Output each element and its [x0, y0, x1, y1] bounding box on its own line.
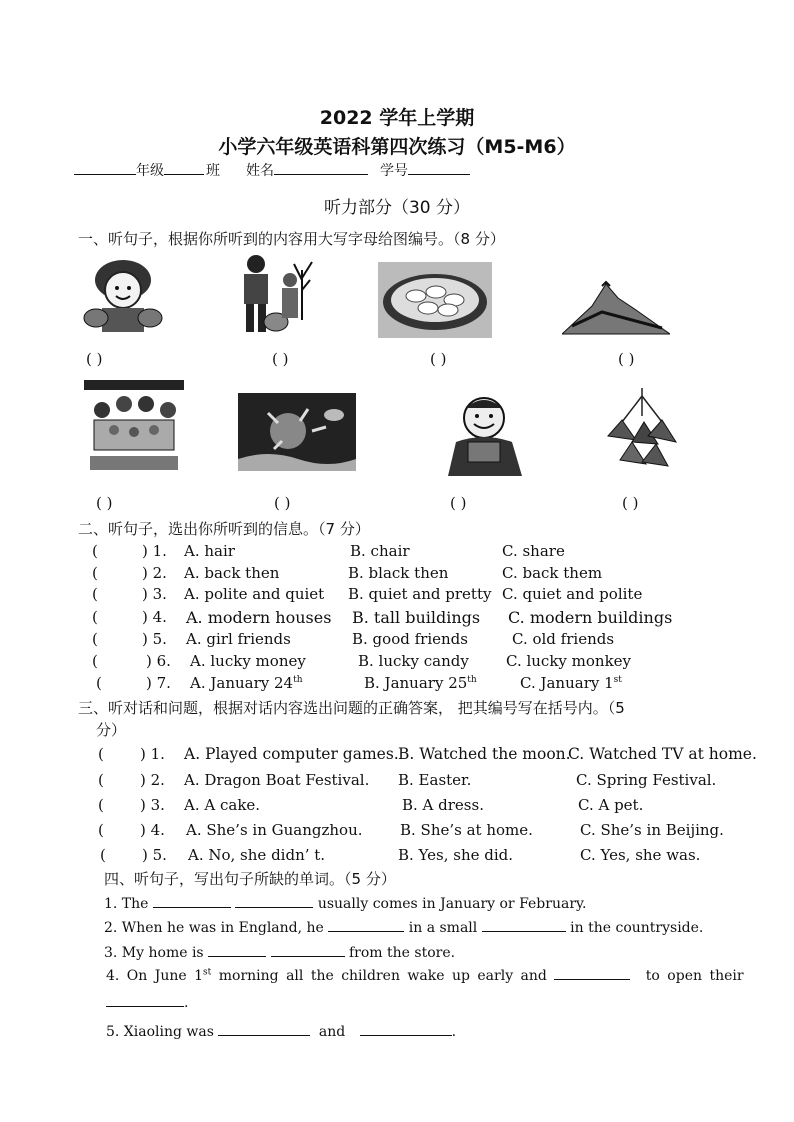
s2-q4-option-b: B. tall buildings	[352, 608, 481, 627]
s2-q6-num: ) 6.	[146, 652, 171, 670]
s2-q2-option-c: C. back them	[502, 564, 603, 582]
s2-q3-paren[interactable]: (	[92, 585, 98, 603]
s3-q2-option-b: B. Easter.	[398, 771, 472, 789]
s4-s2-blank-2[interactable]	[482, 917, 566, 932]
mountain-great-wall-picture	[562, 276, 670, 336]
s2-q5-paren[interactable]: (	[92, 630, 98, 648]
s3-q2-option-c: C. Spring Festival.	[576, 771, 717, 789]
s4-s2-blank-1[interactable]	[328, 917, 404, 932]
s3-q4-option-a: A. She’s in Guangzhou.	[186, 821, 363, 839]
s3-q2-option-a: A. Dragon Boat Festival.	[184, 771, 370, 789]
answer-paren-pic6[interactable]: ( )	[274, 494, 291, 512]
s4-s5-blank-2[interactable]	[360, 1021, 452, 1036]
s2-q1-option-b: B. chair	[350, 542, 410, 560]
s4-s1-blank-2[interactable]	[235, 893, 313, 908]
s4-s3-blank-1[interactable]	[208, 942, 266, 957]
s3-q4-paren[interactable]: (	[98, 821, 104, 839]
listening-section-title: 听力部分（30 分）	[323, 198, 471, 218]
s3-q1-paren[interactable]: (	[98, 745, 104, 763]
s4-s5-blank-1[interactable]	[218, 1021, 310, 1036]
s3-q4-option-c: C. She’s in Beijing.	[580, 821, 724, 839]
student-info-line	[74, 160, 470, 180]
s2-q3-option-c: C. quiet and polite	[502, 585, 643, 603]
s2-q6-paren[interactable]: (	[92, 652, 98, 670]
s3-q3-option-b: B. A dress.	[402, 796, 484, 814]
answer-paren-pic1[interactable]: ( )	[86, 350, 103, 368]
s2-q4-option-a: A. modern houses	[186, 608, 332, 627]
girl-with-mooncakes-picture	[82, 258, 164, 336]
boy-and-tree-picture	[236, 250, 314, 336]
s3-q1-option-c: C. Watched TV at home.	[568, 745, 757, 763]
s4-s3-blank-2[interactable]	[271, 942, 345, 957]
s2-q3-option-b: B. quiet and pretty	[348, 585, 492, 603]
s4-sentence-1: 1. The usually comes in January or February.	[104, 893, 587, 912]
s3-q3-paren[interactable]: (	[98, 796, 104, 814]
s2-q4-paren[interactable]: (	[92, 608, 98, 626]
answer-paren-pic8[interactable]: ( )	[622, 494, 639, 512]
s2-q5-num: ) 5.	[142, 630, 167, 648]
s2-q7-option-a: A. January 24th	[190, 674, 303, 692]
s3-q1-option-a: A. Played computer games.	[184, 745, 399, 763]
s2-q2-num: ) 2.	[142, 564, 167, 582]
s3-q5-num: ) 5.	[142, 846, 167, 864]
section3-heading-line1: 三、听对话和问题，根据对话内容选出问题的正确答案， 把其编号写在括号内。（5	[78, 699, 625, 717]
s2-q4-option-c: C. modern buildings	[508, 608, 673, 627]
s2-q3-num: ) 3.	[142, 585, 167, 603]
class-blank[interactable]	[164, 162, 204, 175]
s3-q2-num: ) 2.	[140, 771, 165, 789]
s2-q7-paren[interactable]: (	[96, 674, 102, 692]
s4-s4-blank-2[interactable]	[106, 992, 184, 1007]
s2-q6-option-b: B. lucky candy	[358, 652, 469, 670]
name-label: 姓名	[246, 163, 274, 179]
name-blank[interactable]	[274, 162, 368, 175]
answer-paren-pic7[interactable]: ( )	[450, 494, 467, 512]
answer-paren-pic5[interactable]: ( )	[96, 494, 113, 512]
dumplings-plate-picture	[378, 262, 492, 338]
s2-q7-option-b: B. January 25th	[364, 674, 477, 692]
grade-label: 年级	[136, 163, 164, 179]
s3-q1-num: ) 1.	[140, 745, 165, 763]
s4-s4-blank-1[interactable]	[554, 965, 630, 980]
section3-heading-line2: 分）	[96, 721, 127, 739]
s2-q1-num: ) 1.	[142, 542, 167, 560]
s3-q5-option-c: C. Yes, she was.	[580, 846, 701, 864]
s4-sentence-2: 2. When he was in England, he in a small in the countryside.	[104, 917, 703, 936]
answer-paren-pic2[interactable]: ( )	[272, 350, 289, 368]
s2-q2-paren[interactable]: (	[92, 564, 98, 582]
s3-q3-num: ) 3.	[140, 796, 165, 814]
s2-q3-option-a: A. polite and quiet	[184, 585, 325, 603]
s4-sentence-4-cont: .	[106, 992, 188, 1011]
s2-q7-num: ) 7.	[146, 674, 171, 692]
s2-q6-option-a: A. lucky money	[190, 652, 306, 670]
s3-q5-option-a: A. No, she didn’ t.	[188, 846, 326, 864]
family-dinner-picture	[84, 380, 184, 472]
s3-q5-option-b: B. Yes, she did.	[398, 846, 514, 864]
s2-q1-option-c: C. share	[502, 542, 565, 560]
number-label: 学号	[380, 163, 408, 179]
s2-q2-option-a: A. back then	[184, 564, 280, 582]
s2-q4-num: ) 4.	[142, 608, 167, 626]
answer-paren-pic4[interactable]: ( )	[618, 350, 635, 368]
exam-year-title: 2022 学年上学期	[319, 107, 475, 129]
s2-q6-option-c: C. lucky monkey	[506, 652, 632, 670]
s4-sentence-5: 5. Xiaoling was and .	[106, 1021, 456, 1040]
class-label: 班	[206, 163, 220, 179]
s2-q5-option-c: C. old friends	[512, 630, 615, 648]
s4-sentence-3: 3. My home is from the store.	[104, 942, 455, 961]
man-with-red-packet-picture	[442, 392, 528, 476]
grade-blank[interactable]	[74, 162, 136, 175]
s3-q5-paren[interactable]: (	[100, 846, 106, 864]
s3-q2-paren[interactable]: (	[98, 771, 104, 789]
s3-q1-option-b: B. Watched the moon.	[398, 745, 571, 763]
answer-paren-pic3[interactable]: ( )	[430, 350, 447, 368]
s2-q5-option-b: B. good friends	[352, 630, 468, 648]
zongzi-picture	[602, 386, 684, 474]
s2-q1-paren[interactable]: (	[92, 542, 98, 560]
exam-main-title: 小学六年级英语科第四次练习（M5-M6）	[218, 136, 576, 158]
s4-s1-blank-1[interactable]	[153, 893, 231, 908]
s2-q1-option-a: A. hair	[184, 542, 235, 560]
number-blank[interactable]	[408, 162, 470, 175]
s3-q3-option-a: A. A cake.	[184, 796, 261, 814]
s2-q7-option-c: C. January 1st	[520, 674, 622, 692]
section4-heading: 四、听句子，写出句子所缺的单词。（5 分）	[104, 870, 396, 888]
s3-q3-option-c: C. A pet.	[578, 796, 644, 814]
section1-heading: 一、听句子，根据你所听到的内容用大写字母给图编号。（8 分）	[78, 230, 505, 248]
s3-q4-option-b: B. She’s at home.	[400, 821, 533, 839]
s2-q2-option-b: B. black then	[348, 564, 449, 582]
fireworks-night-picture	[238, 393, 356, 471]
s3-q4-num: ) 4.	[140, 821, 165, 839]
section2-heading: 二、听句子，选出你所听到的信息。（7 分）	[78, 520, 370, 538]
s2-q5-option-a: A. girl friends	[186, 630, 291, 648]
s4-sentence-4: 4. On June 1st morning all the children wake up early and to open their	[106, 965, 744, 984]
